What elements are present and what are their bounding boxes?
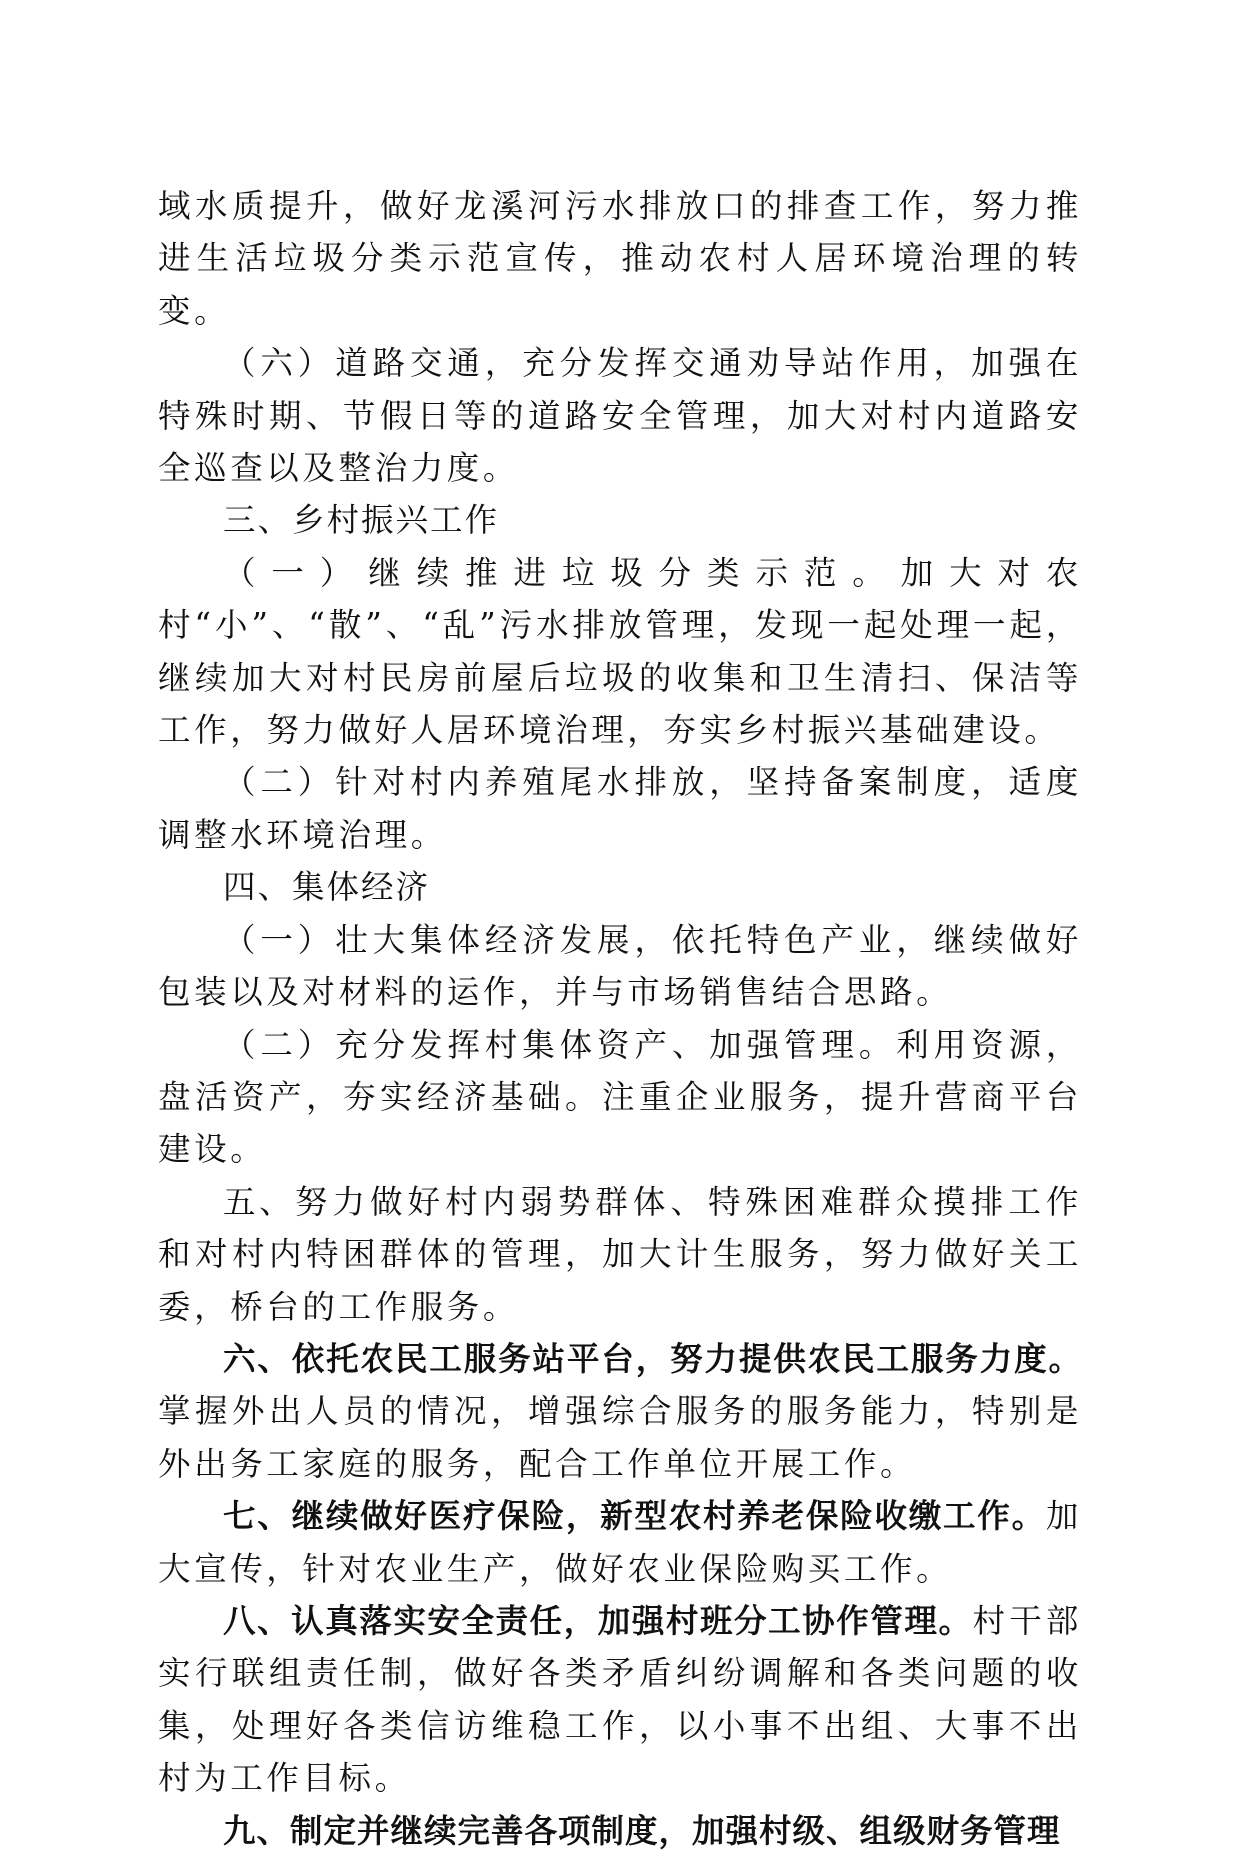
section-heading-collective-economy: 四、集体经济	[223, 868, 431, 907]
section-heading-rural-revitalization: 三、乡村振兴工作	[223, 501, 500, 540]
paragraph-grow-economy	[158, 914, 1082, 1019]
paragraph-road-traffic	[158, 337, 1082, 494]
paragraph-text: （二）充分发挥村集体资产、加强管理。利用资源，盘活资产，夯实经济基础。注重企业服务，提升营商平台建设。	[158, 1025, 1082, 1169]
document-page	[158, 180, 1082, 1857]
paragraph-text: （二）针对村内养殖尾水排放，坚持备案制度，适度调整水环境治理。	[158, 763, 1082, 854]
paragraph-text: 村干部实行联组责任制，做好各类矛盾纠纷调解和各类问题的收集，处理好各类信访维稳工作，以小事不出组、大事不出村为工作目标。	[158, 1601, 1082, 1798]
paragraph-vulnerable-groups	[158, 1176, 1082, 1333]
paragraph-garbage-sorting	[158, 547, 1082, 757]
paragraph-lead: 七、继续做好医疗保险，新型农村养老保险收缴工作。	[223, 1497, 1046, 1536]
paragraph-lead: 八、认真落实安全责任，加强村班分工协作管理。	[223, 1601, 973, 1640]
paragraph-lead: 五、	[223, 1182, 295, 1221]
paragraph-aquaculture-water	[158, 756, 1082, 861]
paragraph-text: 努力做好村内弱势群体、特殊困难群众摸排工作和对村内特困群体的管理，加大计生服务，努力做好关工委，桥台的工作服务。	[158, 1182, 1082, 1326]
paragraph-text: 掌握外出人员的情况，增强综合服务的服务能力，特别是外出务工家庭的服务，配合工作单位开展工作。	[158, 1392, 1082, 1483]
paragraph-water-quality	[158, 180, 1082, 337]
paragraph-collective-assets	[158, 1019, 1082, 1176]
paragraph-text: 域水质提升，做好龙溪河污水排放口的排查工作，努力推进生活垃圾分类示范宣传，推动农村人居环境治理的转变。	[158, 187, 1082, 330]
paragraph-financial-management	[158, 1805, 1082, 1857]
paragraph-insurance	[158, 1490, 1082, 1595]
paragraph-lead: 六、依托农民工服务站平台，努力提供农民工服务力度。	[223, 1339, 1082, 1378]
paragraph-text: （六）道路交通，充分发挥交通劝导站作用，加强在特殊时期、节假日等的道路安全管理，加大对村内道路安全巡查以及整治力度。	[158, 344, 1082, 488]
paragraph-text: （一）继续推进垃圾分类示范。加大对农村“小”、“散”、“乱”污水排放管理，发现一起处理一起，继续加大对村民房前屋后垃圾的收集和卫生清扫、保洁等工作，努力做好人居环境治理，夯实乡村振兴基础建设。	[158, 553, 1082, 750]
paragraph-text: （一）壮大集体经济发展，依托特色产业，继续做好包装以及对材料的运作，并与市场销售结合思路。	[158, 920, 1082, 1012]
paragraph-lead: 九、制定并继续完善各项制度，加强村级、组级财务管理	[223, 1811, 1061, 1850]
paragraph-text: 加大宣传，针对农业生产，做好农业保险购买工作。	[158, 1497, 1082, 1588]
paragraph-migrant-workers	[158, 1333, 1082, 1490]
paragraph-safety-responsibility	[158, 1595, 1082, 1805]
